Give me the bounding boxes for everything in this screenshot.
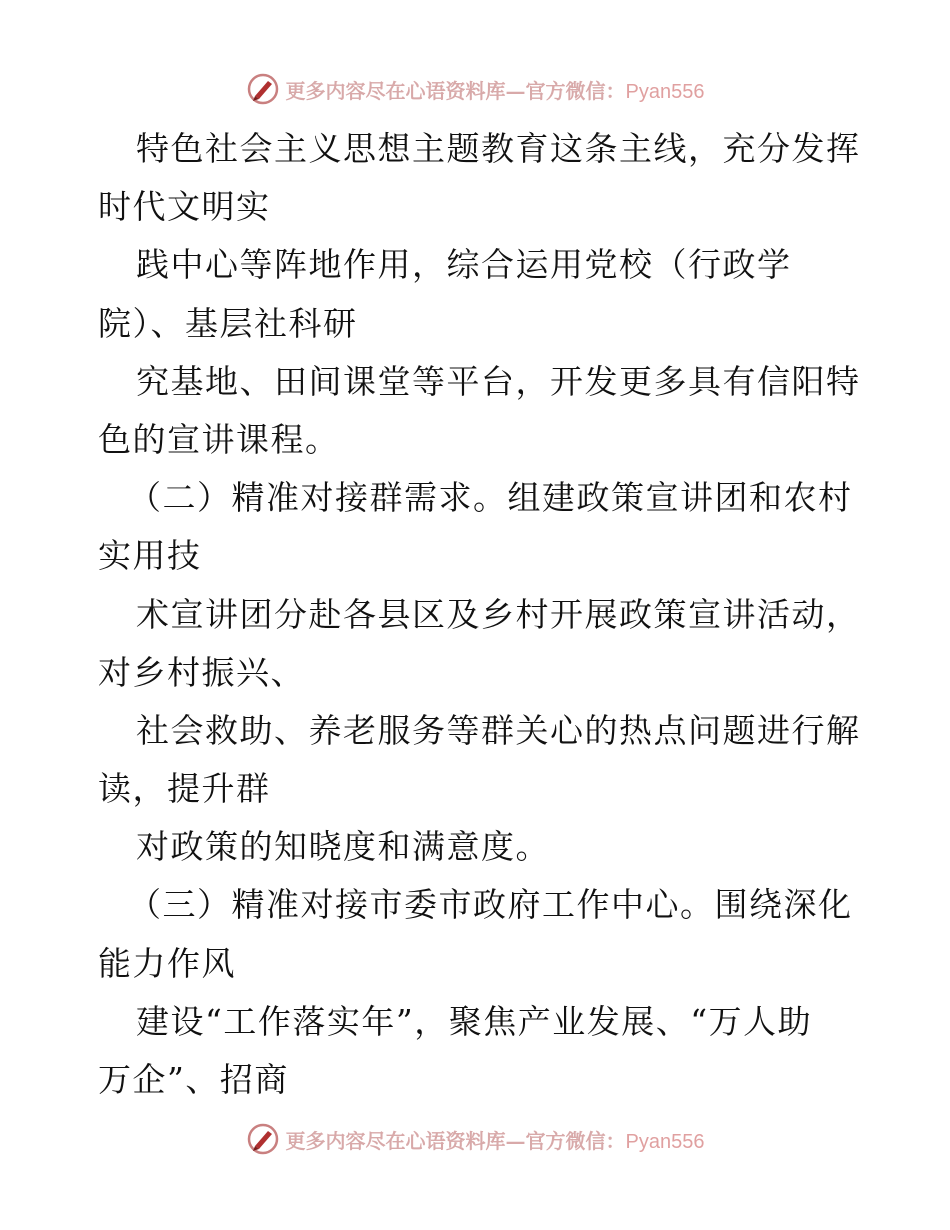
watermark-text: 更多内容尽在心语资料库—官方微信：Pyan556	[285, 78, 705, 103]
header-watermark	[0, 72, 950, 106]
text-line: 建设“工作落实年”，聚焦产业发展、“万人助	[136, 1001, 813, 1041]
text-line: 实用技	[98, 536, 202, 576]
watermark-text: 更多内容尽在心语资料库—官方微信：Pyan556	[285, 1128, 705, 1153]
text-line: 践中心等阵地作用，综合运用党校（行政学	[136, 245, 792, 285]
document-body	[98, 120, 861, 1109]
text-line: 能力作风	[98, 943, 236, 983]
text-line: 色的宣讲课程。	[98, 419, 340, 459]
text-line: 社会救助、养老服务等群关心的热点问题进行解	[136, 710, 861, 750]
pen-logo-icon	[246, 72, 280, 106]
footer-watermark	[0, 1122, 950, 1156]
section-heading-line: （二）精准对接群需求。组建政策宣讲团和农村	[128, 478, 853, 518]
text-line: 万企”、招商	[98, 1060, 289, 1099]
text-line: 院）、基层社科研	[98, 303, 358, 343]
section-heading-line: （三）精准对接市委市政府工作中心。围绕深化	[128, 885, 853, 925]
text-line: 术宣讲团分赴各县区及乡村开展政策宣讲活动，	[136, 594, 861, 634]
text-line: 对政策的知晓度和满意度。	[136, 827, 550, 867]
text-line: 究基地、田间课堂等平台，开发更多具有信阳特	[136, 361, 861, 401]
pen-logo-icon	[246, 1122, 280, 1156]
text-line: 读，提升群	[98, 769, 271, 809]
text-line: 特色社会主义思想主题教育这条主线，充分发挥	[136, 129, 861, 168]
text-line: 时代文明实	[98, 187, 271, 227]
text-line: 对乡村振兴、	[98, 652, 305, 692]
